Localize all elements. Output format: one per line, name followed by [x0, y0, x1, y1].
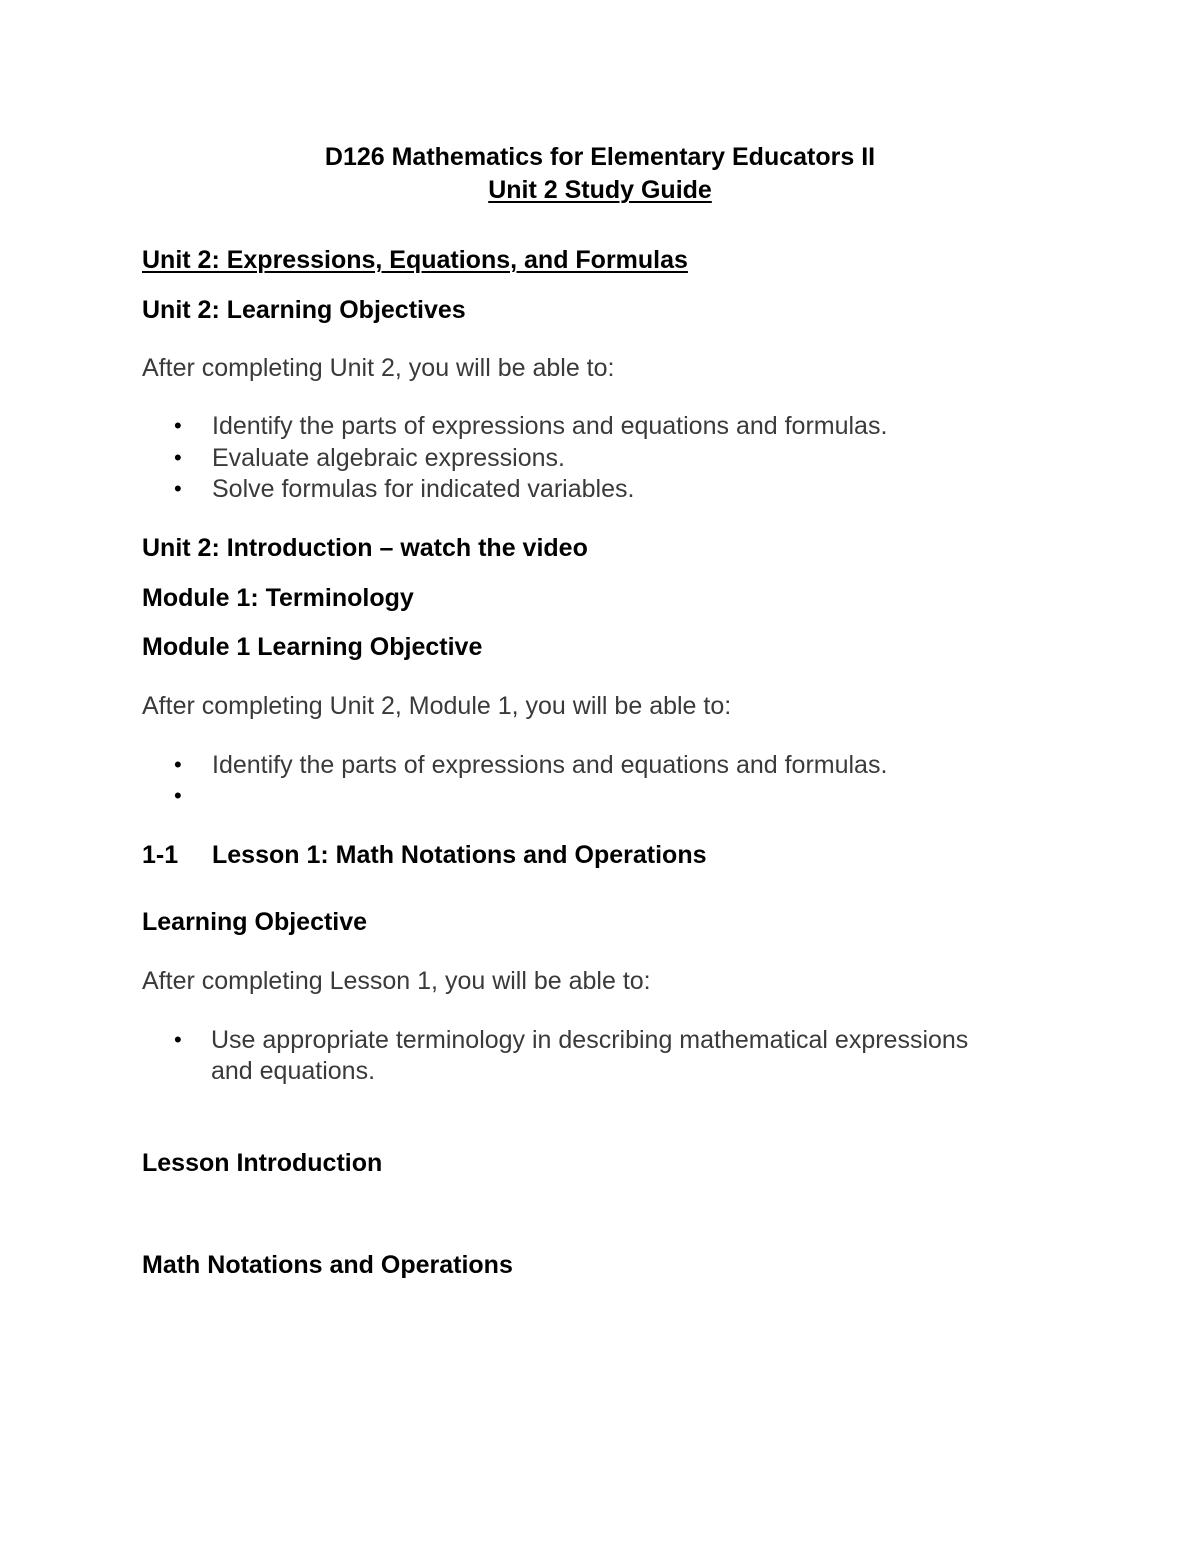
unit-objective-item: Evaluate algebraic expressions. — [212, 444, 565, 472]
section-heading: Math Notations and Operations — [142, 1251, 513, 1279]
module-objective-item: Identify the parts of expressions and equations and formulas. — [212, 751, 888, 779]
lesson-objective-heading: Learning Objective — [142, 908, 368, 936]
document-subtitle — [0, 175, 1200, 205]
unit-objective-item: Solve formulas for indicated variables. — [212, 475, 635, 503]
lesson-heading — [142, 840, 707, 870]
lesson-title: Lesson 1: Math Notations and Operations — [212, 841, 707, 869]
unit-objective-item: Identify the parts of expressions and equations and formulas. — [212, 412, 888, 440]
bullet-glyph: • — [174, 445, 182, 470]
document-title: D126 Mathematics for Elementary Educators II — [324, 143, 876, 171]
lesson-objective-line: Use appropriate terminology in describing mathematical expressions — [211, 1026, 969, 1054]
lesson-introduction-heading: Lesson Introduction — [142, 1149, 383, 1177]
bullet-glyph: • — [174, 752, 182, 777]
unit-introduction-heading: Unit 2: Introduction – watch the video — [142, 534, 588, 562]
module-objective-intro: After completing Unit 2, Module 1, you will be able to: — [142, 692, 732, 720]
bullet-glyph: • — [174, 476, 182, 501]
bullet-glyph: • — [174, 1027, 182, 1052]
lesson-objective-intro: After completing Lesson 1, you will be able to: — [142, 967, 651, 995]
lesson-number: 1-1 — [142, 841, 179, 869]
lesson-objective-line: and equations. — [211, 1057, 376, 1085]
unit-objectives-intro: After completing Unit 2, you will be able to: — [142, 354, 615, 382]
unit-objectives-heading: Unit 2: Learning Objectives — [142, 296, 466, 324]
unit-heading-text: Unit 2: Expressions, Equations, and Formulas — [142, 246, 688, 274]
module-objective-heading: Module 1 Learning Objective — [142, 633, 483, 661]
module-heading: Module 1: Terminology — [142, 584, 414, 612]
bullet-glyph: • — [174, 413, 182, 438]
bullet-glyph: • — [174, 783, 182, 808]
unit-heading — [142, 245, 688, 275]
document-subtitle-text: Unit 2 Study Guide — [488, 176, 712, 204]
